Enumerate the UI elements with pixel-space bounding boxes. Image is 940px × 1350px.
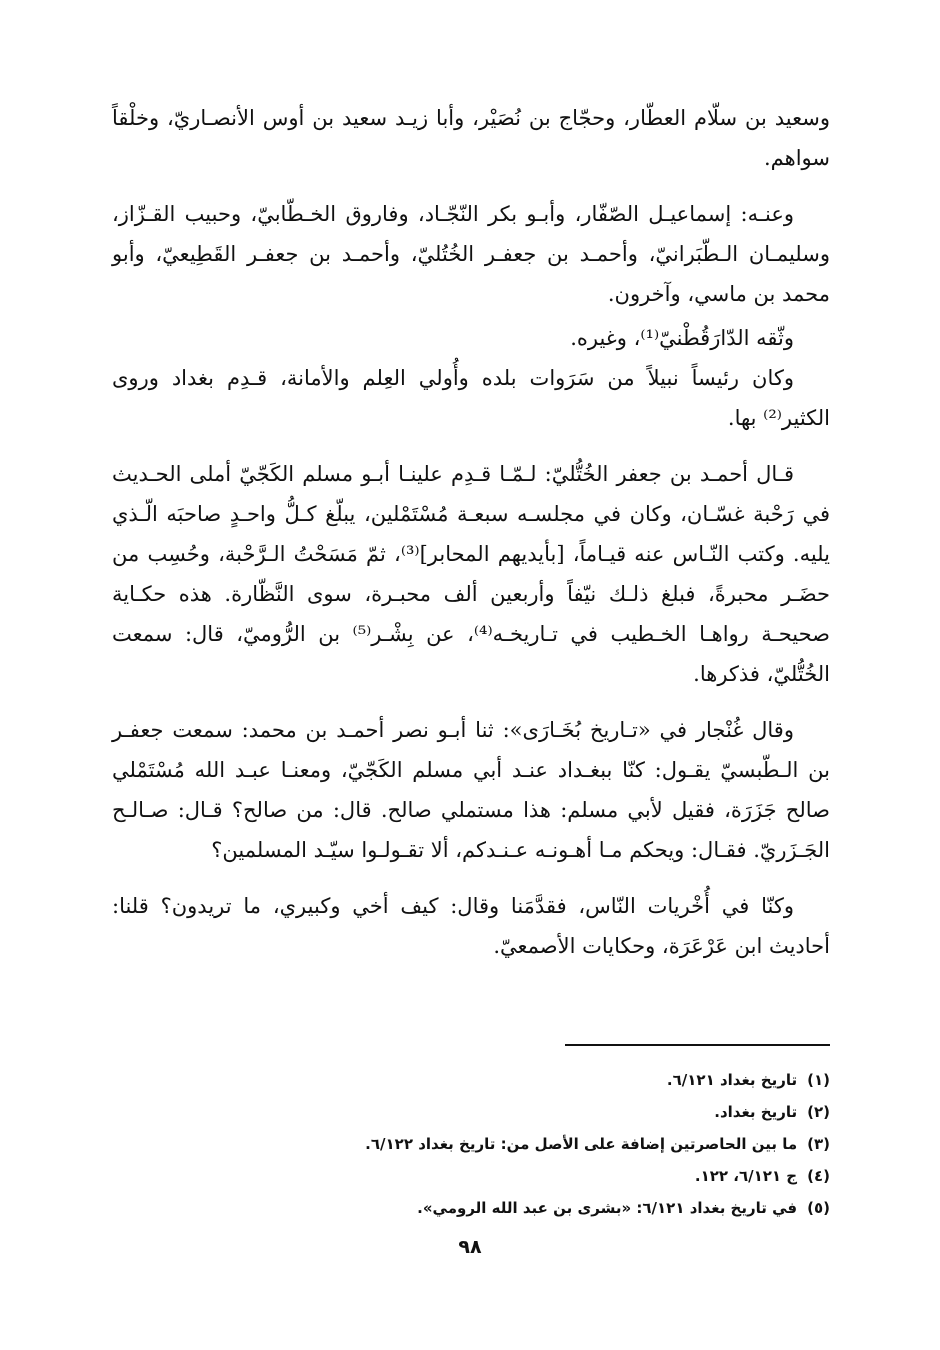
footnote-text: تاريخ بغداد. xyxy=(714,1103,798,1121)
paragraph-5: قـال أحمـد بن جعفر الخُتُّليّ: لـمّـا قـدِم علينـا أبـو مسلم الكَجّيّ أملى الحـديث في رَحْبة غسّـان، وكان في مجلسـه سبعـة مُسْتَمْلين، يبلّغ كـلُّ واحـدٍ صاحبَه الّـذي يليه. وكتب النّـاس عنه قيـاماً، [بأيديهم المحابر]⁽³⁾، ثمّ مَسَحْتُ الـرَّحْبة، وحُسِب من حضَـر محبرةً، فبلغ ذلـك نيّفاً وأربعين ألف محبـرة، سوى النَّظّارة. هذه حكـاية صحيحـة رواهـا الخـطيب في تـاريخـه⁽⁴⁾، عن بِشْـر⁽⁵⁾ بن الرُّوميّ، قال: سمعت الخُتُّليّ، فذكرها. xyxy=(112,462,830,686)
footnote-number: (٥) xyxy=(807,1199,830,1217)
footnote-item xyxy=(112,1128,830,1160)
footnote-text: تاريخ بغداد ٦/١٢١. xyxy=(666,1071,798,1089)
paragraph-2: وعنـه: إسماعيـل الصّفّار، وأبـو بكر النّجّـاد، وفاروق الخـطّابيّ، وحبيب القـزّاز، وسليمـان الـطّبَرانيّ، وأحمـد بن جعفـر الخُتُليّ، وأحمـد بن جعفـر القَطِيعيّ، وأبو محمد بن ماسي، وآخرون. xyxy=(112,202,830,306)
footnote-number: (٢) xyxy=(807,1103,830,1121)
footnote-text: ما بين الحاصرتين إضافة على الأصل من: تاريخ بغداد ٦/١٢٢. xyxy=(365,1135,798,1153)
footnote-divider xyxy=(565,1044,830,1046)
paragraph-1: وسعيد بن سلّام العطّار، وحجّاج بن نُصَيْر، وأبا زيـد سعيد بن أوس الأنصـاريّ، وخلْقاً سواهم. xyxy=(112,106,830,170)
paragraph-4: وكان رئيساً نبيلاً من سَرَوات بلده وأُولي العِلم والأمانة، قـدِم بغداد وروى الكثير⁽²⁾ بها. xyxy=(112,366,830,430)
paragraph-3: وثّقه الدّارَقُطْنيّ⁽¹⁾، وغيره. xyxy=(570,326,794,350)
footnote-item xyxy=(112,1096,830,1128)
footnote-number: (٤) xyxy=(807,1167,830,1185)
page-number: ٩٨ xyxy=(458,1236,482,1258)
main-text xyxy=(112,98,830,966)
footnote-item xyxy=(112,1160,830,1192)
footnote-text: ج ٦/١٢١، ١٢٢. xyxy=(694,1167,798,1185)
footnote-number: (١) xyxy=(807,1071,830,1089)
footnote-item xyxy=(112,1064,830,1096)
paragraph-6: وقال غُنْجار في «تـاريخ بُخَـارَى»: ثنا أبـو نصر أحمـد بن محمد: سمعت جعفـر بن الـطّبسيّ يقـول: كنّا ببغـداد عنـد أبي مسلم الكَجّيّ، ومعنـا عبـد الله مُسْتَمْلي صالح جَزَرَة، فقيل لأبي مسلم: هذا مستملي صالح. قال: من صالح؟ قـال: صـالـح الجَـزَريّ. فقـال: ويحكم مـا أهـونـه عـنـدكم، ألا تقـولـوا سيّـد المسلمين؟ xyxy=(112,718,830,862)
footnote-number: (٣) xyxy=(807,1135,830,1153)
footnotes xyxy=(112,1064,830,1224)
footnote-item xyxy=(112,1192,830,1224)
paragraph-7: وكنّا في أُخْريات النّاس، فقدَّمَنا وقال: كيف أخي وكبيري، ما تريدون؟ قلنا: أحاديث ابن عَرْعَرَة، وحكايات الأصمعيّ. xyxy=(112,894,830,958)
footnote-text: في تاريخ بغداد ٦/١٢١: «بشرى بن عبد الله الرومي». xyxy=(417,1199,798,1217)
